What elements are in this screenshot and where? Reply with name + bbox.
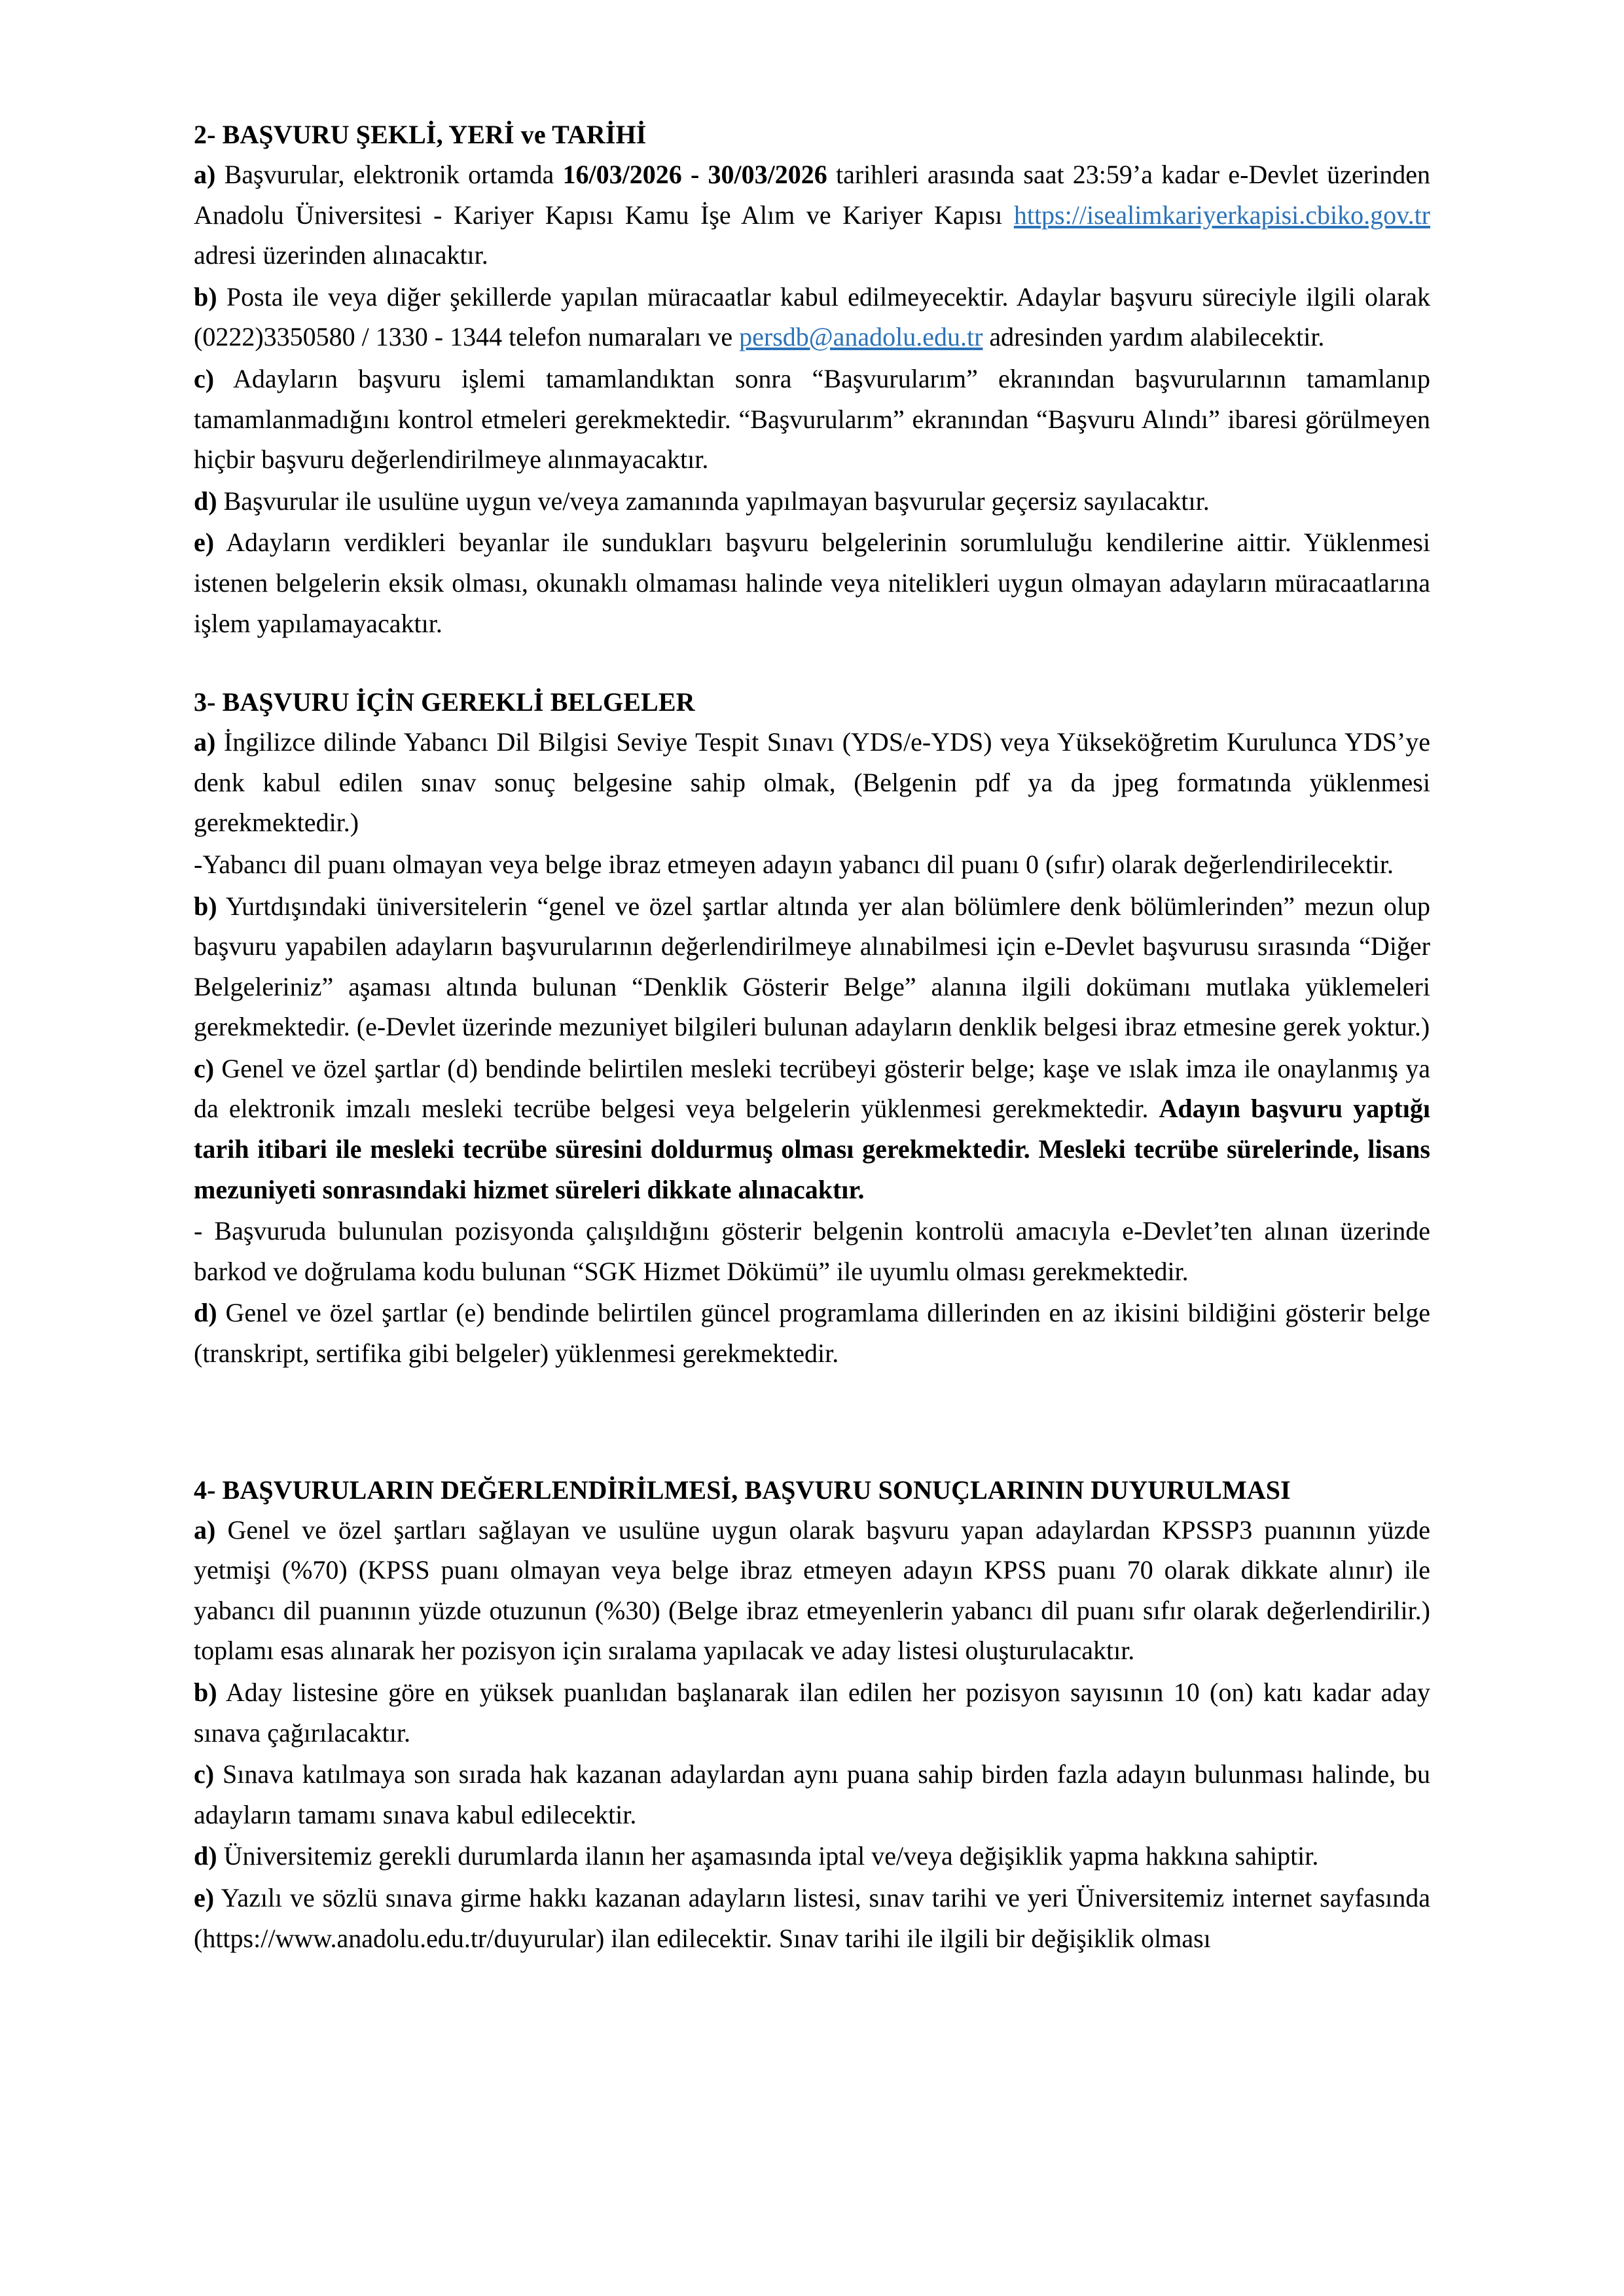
- list-marker-c: c): [194, 1759, 215, 1789]
- paragraph-text: Genel ve özel şartlar (e) bendinde belirtilen güncel programlama dillerinden en az ikisini bildiğini gösterir belge (transkript, sertifika gibi belgeler) yüklenmesi gerekmektedir.: [194, 1298, 1430, 1369]
- paragraph-s3-a-note: [194, 844, 1430, 885]
- paragraph-text: Başvurular ile usulüne uygun ve/veya zamanında yapılmayan başvurular geçersiz sayılacaktır.: [217, 486, 1210, 516]
- paragraph-s3-d: [194, 1293, 1430, 1373]
- list-marker-a: a): [194, 727, 216, 757]
- list-marker-b: b): [194, 891, 217, 921]
- paragraph-s3-c: [194, 1049, 1430, 1210]
- paragraph-text-middle: tarihleri arasında saat 23:59’a kadar e-Devlet üzerinden Anadolu Üniversitesi - Kariyer Kapısı Kamu İşe Alım ve Kariyer Kapısı: [194, 160, 1430, 230]
- paragraph-text-before: Posta ile veya diğer şekillerde yapılan müracaatlar kabul edilmeyecektir. Adaylar başvuru süreciyle ilgili olarak (0222)3350580 / 1330 - 1344 telefon numaraları ve: [194, 281, 1430, 352]
- document-body: [194, 118, 1430, 1958]
- section-gap: [194, 645, 1430, 685]
- section-heading-4: 4- BAŞVURULARIN DEĞERLENDİRİLMESİ, BAŞVURU SONUÇLARININ DUYURULMASI: [194, 1475, 1291, 1505]
- paragraph-text-after: adresinden yardım alabilecektir.: [983, 322, 1325, 352]
- paragraph-s2-b: [194, 277, 1430, 357]
- list-marker-a: a): [194, 160, 216, 189]
- paragraph-s2-e: [194, 522, 1430, 643]
- section-heading-2: 2- BAŞVURU ŞEKLİ, YERİ ve TARİHİ: [194, 120, 647, 149]
- paragraph-text: - Başvuruda bulunulan pozisyonda çalışıldığını gösterir belgenin kontrolü amacıyla e-Devlet’ten alınan üzerinde barkod ve doğrulama kodu bulunan “SGK Hizmet Dökümü” ile uyumlu olması gerekmektedir.: [194, 1216, 1430, 1286]
- paragraph-text: Yazılı ve sözlü sınava girme hakkı kazanan adayların listesi, sınav tarihi ve yeri Üniversitemiz internet sayfasında (https://www.anadolu.edu.tr/duyurular) ilan edilecektir. Sınav tarihi ile ilgili bir değişiklik olması: [194, 1882, 1430, 1953]
- paragraph-s4-c: [194, 1754, 1430, 1835]
- list-marker-c: c): [194, 1053, 215, 1083]
- paragraph-text: Sınava katılmaya son sırada hak kazanan adaylardan aynı puana sahip birden fazla adayın bulunması halinde, bu adayların tamamı sınava kabul edilecektir.: [194, 1759, 1430, 1829]
- paragraph-text: Adayların verdikleri beyanlar ile sundukları başvuru belgelerinin sorumluluğu kendilerine aittir. Yüklenmesi istenen belgelerin eksik olması, okunaklı olmaması halinde veya nitelikleri uygun olmayan adayların müracaatlarına işlem yapılamayacaktır.: [194, 528, 1430, 638]
- paragraph-text-before: Genel ve özel şartlar (d) bendinde belirtilen mesleki tecrübeyi gösterir belge; kaşe ve ıslak imza ile onaylanmış ya da elektronik imzalı mesleki tecrübe belgesi veya belgelerin yüklenmesi gerekmektedir.: [194, 1053, 1430, 1124]
- paragraph-text: Genel ve özel şartları sağlayan ve usulüne uygun olarak başvuru yapan adaylardan KPSSP3 puanının yüzde yetmişi (%70) (KPSS puanı olmayan veya belge ibraz etmeyen adayın KPSS puanı 70 olarak dikkate alınır) ile yabancı dil puanının yüzde otuzunun (%30) (Belge ibraz etmeyenlerin yabancı dil puanı sıfır olarak değerlendirilir.) toplamı esas alınarak her pozisyon için sıralama yapılacak ve aday listesi oluşturulacaktır.: [194, 1515, 1430, 1666]
- experience-requirement-emphasis: Adayın başvuru yaptığı tarih itibari ile mesleki tecrübe süresini doldurmuş olması gerekmektedir. Mesleki tecrübe sürelerinde, lisans mezuniyeti sonrasındaki hizmet süreleri dikkate alınacaktır.: [194, 1094, 1430, 1204]
- list-marker-d: d): [194, 1841, 217, 1871]
- paragraph-text: İngilizce dilinde Yabancı Dil Bilgisi Seviye Tespit Sınavı (YDS/e-YDS) veya Yükseköğretim Kurulunca YDS’ye denk kabul edilen sınav sonuç belgesine sahip olmak, (Belgenin pdf ya da jpeg formatında yüklenmesi gerekmektedir.): [194, 727, 1430, 838]
- section-heading-3: 3- BAŞVURU İÇİN GEREKLİ BELGELER: [194, 687, 695, 717]
- paragraph-s2-d: [194, 481, 1430, 522]
- paragraph-s3-a: [194, 722, 1430, 843]
- list-marker-b: b): [194, 1677, 217, 1707]
- paragraph-s3-c-note: [194, 1211, 1430, 1291]
- paragraph-text: Adayların başvuru işlemi tamamlandıktan sonra “Başvurularım” ekranından başvurularının tamamlanıp tamamlanmadığını kontrol etmeleri gerekmektedir. “Başvurularım” ekranından “Başvuru Alındı” ibaresi görülmeyen hiçbir başvuru değerlendirilmeye alınmayacaktır.: [194, 363, 1430, 475]
- list-marker-d: d): [194, 486, 217, 516]
- paragraph-text: Aday listesine göre en yüksek puanlıdan başlanarak ilan edilen her pozisyon sayısının 10 (on) katı kadar aday sınava çağırılacaktır.: [194, 1677, 1430, 1748]
- paragraph-s2-c: [194, 359, 1430, 480]
- paragraph-s4-a: [194, 1510, 1430, 1671]
- paragraph-s2-a: [194, 154, 1430, 276]
- paragraph-text: -Yabancı dil puanı olmayan veya belge ibraz etmeyen adayın yabancı dil puanı 0 (sıfır) olarak değerlendirilecektir.: [194, 849, 1394, 879]
- list-marker-c: c): [194, 363, 215, 393]
- paragraph-text-before: Başvurular, elektronik ortamda: [215, 160, 563, 189]
- list-marker-a: a): [194, 1515, 216, 1545]
- application-date-range: 16/03/2026 - 30/03/2026: [562, 160, 827, 189]
- persdb-email-link[interactable]: persdb@anadolu.edu.tr: [739, 322, 983, 352]
- list-marker-e: e): [194, 528, 215, 558]
- section-gap: [194, 1375, 1430, 1473]
- list-marker-e: e): [194, 1882, 215, 1912]
- paragraph-text: Üniversitemiz gerekli durumlarda ilanın her aşamasında iptal ve/veya değişiklik yapma hakkına sahiptir.: [217, 1841, 1319, 1871]
- list-marker-d: d): [194, 1298, 217, 1328]
- list-marker-b: b): [194, 281, 217, 312]
- paragraph-text-after: adresi üzerinden alınacaktır.: [194, 240, 488, 270]
- paragraph-s3-b: [194, 886, 1430, 1047]
- paragraph-s4-e: [194, 1878, 1430, 1958]
- kariyer-kapisi-link[interactable]: https://isealimkariyerkapisi.cbiko.gov.tr: [1013, 200, 1430, 230]
- paragraph-s4-d: [194, 1836, 1430, 1876]
- paragraph-s4-b: [194, 1672, 1430, 1753]
- paragraph-text: Yurtdışındaki üniversitelerin “genel ve özel şartlar altında yer alan bölümlere denk bölümlerinden” mezun olup başvuru yapabilen adayların başvurularının değerlendirilmeye alınabilmesi için e-Devlet başvurusu sırasında “Diğer Belgeleriniz” aşaması altında bulunan “Denklik Gösterir Belge” alanına ilgili dokümanı mutlaka yüklemeleri gerekmektedir. (e-Devlet üzerinde mezuniyet bilgileri bulunan adayların denklik belgesi ibraz etmesine gerek yoktur.): [194, 891, 1430, 1042]
